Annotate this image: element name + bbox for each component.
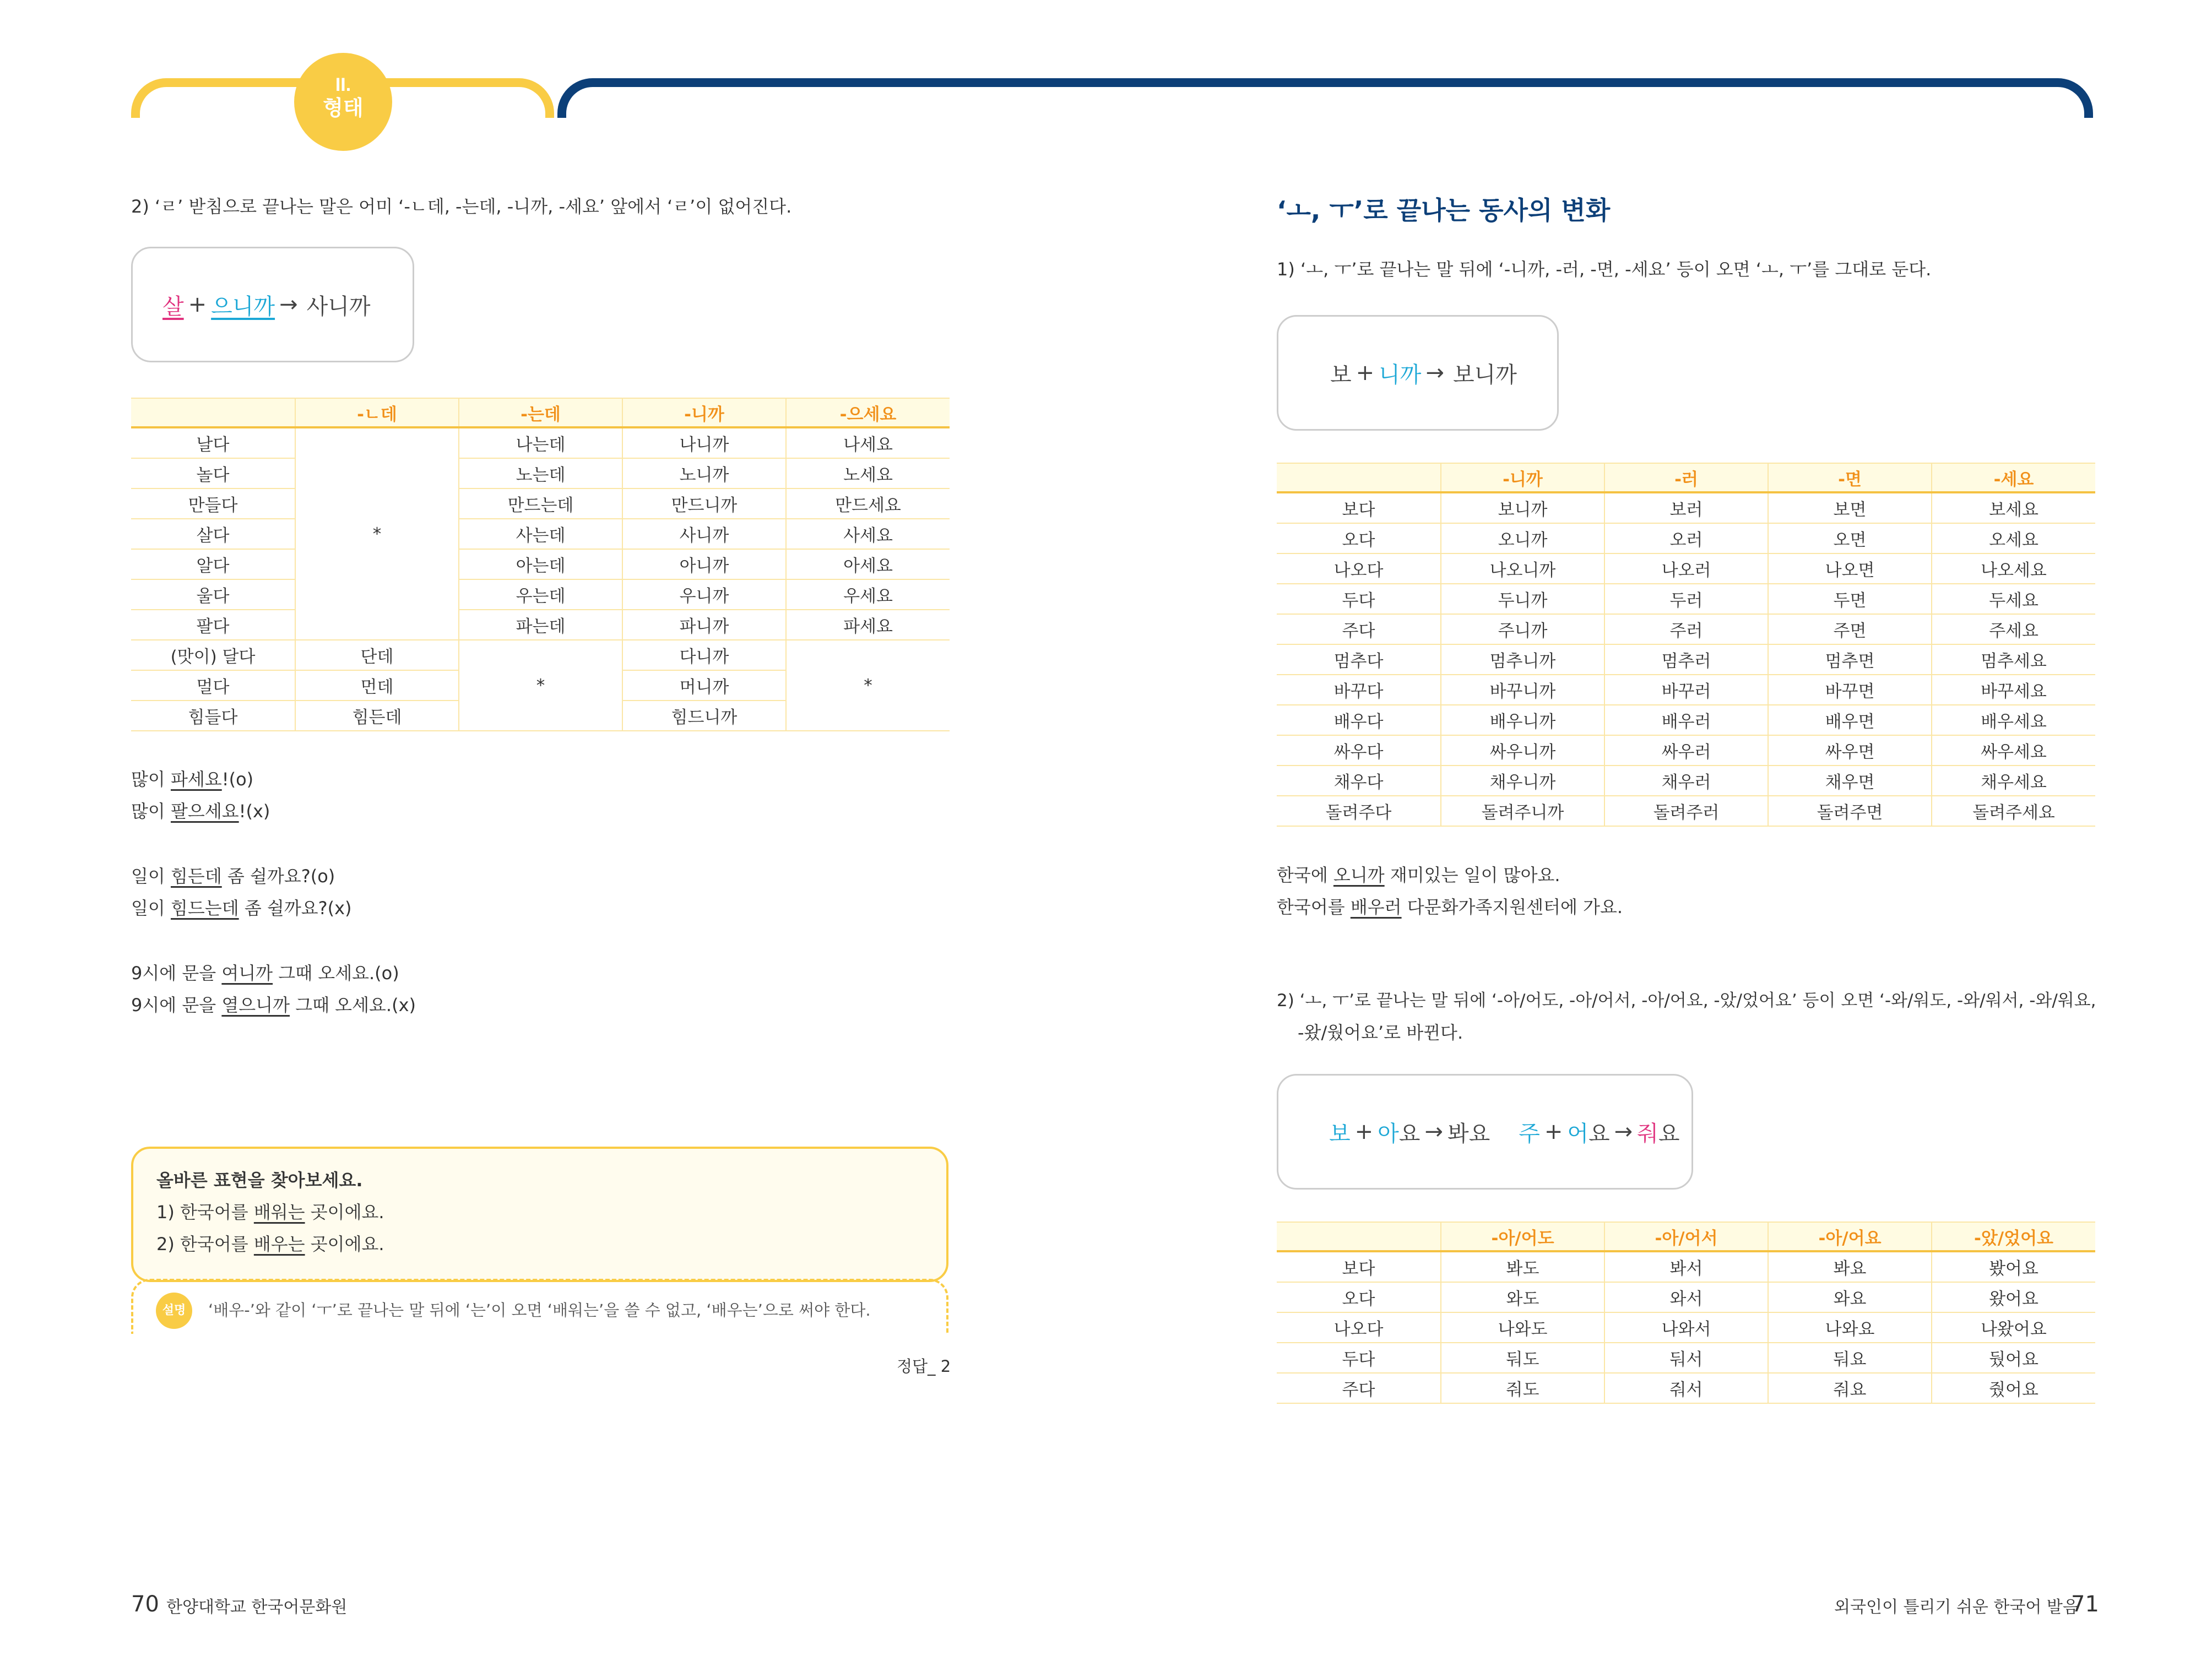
table-header	[1277, 1222, 1441, 1251]
table-header: -아/어서	[1604, 1222, 1768, 1251]
quiz-text: 곳이에요.	[305, 1234, 384, 1255]
table-cell: 배우세요	[1932, 705, 2095, 735]
example-sentence	[1277, 864, 1560, 887]
table-header: -으세요	[786, 398, 950, 427]
table-cell: 노니까	[622, 458, 786, 488]
example-stem: 보	[1329, 1121, 1351, 1147]
example-sentence	[131, 865, 335, 888]
table-cell: 파세요	[786, 610, 950, 640]
table-cell: 나오러	[1604, 553, 1768, 584]
table-row	[1277, 553, 2095, 584]
table-cell: 봤어요	[1932, 1251, 2095, 1282]
table-cell: 배우면	[1768, 705, 1932, 735]
table-row	[131, 579, 950, 610]
example-ending-tail: 요	[1588, 1121, 1610, 1147]
table-cell: 나오세요	[1932, 553, 2095, 584]
quiz-option-1	[156, 1201, 384, 1224]
table-row	[131, 640, 950, 670]
right-rule-1: 1) ‘ㅗ, ㅜ’로 끝나는 말 뒤에 ‘-니까, -러, -면, -세요’ 등이 오면 ‘ㅗ, ㅜ’를 그대로 둔다.	[1277, 259, 1932, 280]
sentence-text: 많이	[131, 801, 171, 822]
sentence-text: 9시에 문을	[131, 995, 222, 1016]
table-row	[1277, 796, 2095, 826]
table-cell: 두러	[1604, 584, 1768, 614]
table-cell: 다니까	[622, 640, 786, 670]
table-header: -는데	[459, 398, 622, 427]
table-cell: 팔다	[131, 610, 295, 640]
sentence-text: 다문화가족지원센터에 가요.	[1401, 897, 1623, 918]
sentence-underlined: 열으니까	[221, 995, 290, 1016]
right-example-box-2	[1277, 1074, 1693, 1190]
table-cell: 와요	[1768, 1282, 1932, 1312]
table-cell: 바꾸세요	[1932, 675, 2095, 705]
right-heading: ‘ㅗ, ㅜ’로 끝나는 동사의 변화	[1277, 196, 1611, 225]
quiz-underlined: 배우는	[253, 1234, 305, 1255]
table-cell: 둬서	[1604, 1343, 1768, 1373]
table-cell: 우는데	[459, 579, 622, 610]
table-cell: 싸우니까	[1441, 735, 1604, 766]
example-ending: 아	[1378, 1121, 1399, 1147]
table-header: -니까	[622, 398, 786, 427]
table-cell: 아는데	[459, 549, 622, 579]
table-cell: 채우니까	[1441, 766, 1604, 796]
table-cell: 나는데	[459, 427, 622, 458]
explanation-badge: 설명	[156, 1293, 192, 1329]
right-page-number: 71	[2071, 1592, 2099, 1617]
table-row	[1277, 523, 2095, 553]
example-sentence	[131, 962, 399, 985]
table-cell: 줘서	[1604, 1373, 1768, 1403]
table-cell: 보니까	[1441, 492, 1604, 523]
quiz-text: 곳이에요.	[305, 1202, 384, 1223]
quiz-text: 1) 한국어를	[156, 1202, 254, 1223]
table-cell: 나오다	[1277, 1312, 1441, 1343]
table-cell: 알다	[131, 549, 295, 579]
table-cell: 보면	[1768, 492, 1932, 523]
sentence-text: 좀 쉴까요?(o)	[221, 866, 335, 887]
table-cell: 주면	[1768, 614, 1932, 644]
table-cell: 파니까	[622, 610, 786, 640]
table-cell: 와서	[1604, 1282, 1768, 1312]
table-row	[1277, 1373, 2095, 1403]
example-result: 봐	[1447, 1121, 1469, 1147]
example-sentence	[1277, 895, 1623, 919]
quiz-answer: 정답_ 2	[897, 1357, 951, 1376]
sentence-underlined: 팔으세요	[171, 801, 239, 822]
table-cell: 나와서	[1604, 1312, 1768, 1343]
table-cell: 주러	[1604, 614, 1768, 644]
left-page-number: 70	[131, 1592, 159, 1617]
example-plus: +	[1354, 1119, 1374, 1144]
table-cell: 돌려주세요	[1932, 796, 2095, 826]
table-cell: 둬요	[1768, 1343, 1932, 1373]
table-cell: 돌려주면	[1768, 796, 1932, 826]
table-row	[131, 488, 950, 519]
example-sentence	[131, 800, 270, 823]
sentence-text: 좀 쉴까요?(x)	[238, 898, 352, 919]
table-header	[131, 398, 295, 427]
table-cell: 싸우세요	[1932, 735, 2095, 766]
table-cell: 왔어요	[1932, 1282, 2095, 1312]
table-header-row	[1277, 463, 2095, 492]
sentence-text: 한국어를	[1277, 897, 1351, 918]
section-badge	[294, 53, 392, 151]
table-cell: 날다	[131, 427, 295, 458]
table-header	[1277, 463, 1441, 492]
example-plus: +	[188, 292, 207, 317]
table-cell: 보러	[1604, 492, 1768, 523]
table-cell: 줬어요	[1932, 1373, 2095, 1403]
right-example-box-1	[1277, 315, 1559, 431]
example-ending: 으니까	[211, 294, 275, 319]
table-cell-na: *	[786, 640, 950, 731]
table-cell: 만들다	[131, 488, 295, 519]
table-header: -니까	[1441, 463, 1604, 492]
table-cell: 힘드니까	[622, 701, 786, 731]
table-cell: 오세요	[1932, 523, 2095, 553]
table-cell-na: *	[459, 640, 622, 731]
table-cell: 나세요	[786, 427, 950, 458]
example-plus: +	[1544, 1119, 1563, 1144]
table-cell: 주다	[1277, 614, 1441, 644]
table-cell: 멈추다	[1277, 644, 1441, 675]
left-conjugation-table	[131, 398, 950, 731]
table-row	[1277, 1343, 2095, 1373]
table-cell: 나왔어요	[1932, 1312, 2095, 1343]
table-header: -러	[1604, 463, 1768, 492]
table-cell: 둬도	[1441, 1343, 1604, 1373]
header-navy-bar	[557, 78, 2093, 118]
table-row	[1277, 1312, 2095, 1343]
table-cell: 단데	[295, 640, 459, 670]
table-cell: 나와도	[1441, 1312, 1604, 1343]
table-cell: 만드는데	[459, 488, 622, 519]
example-result-tail: 요	[1468, 1121, 1490, 1147]
table-header: -면	[1768, 463, 1932, 492]
table-cell: 멈추면	[1768, 644, 1932, 675]
table-cell: 봐서	[1604, 1251, 1768, 1282]
table-cell: 두면	[1768, 584, 1932, 614]
table-cell: 나오니까	[1441, 553, 1604, 584]
sentence-underlined: 오니까	[1333, 865, 1385, 886]
quiz-title: 올바른 표현을 찾아보세요.	[156, 1170, 363, 1191]
example-sentence	[131, 768, 253, 791]
table-header-row	[131, 398, 950, 427]
table-cell: 먼데	[295, 670, 459, 701]
table-cell: 돌려주니까	[1441, 796, 1604, 826]
table-cell: 사는데	[459, 519, 622, 549]
table-cell: 주다	[1277, 1373, 1441, 1403]
table-cell: 노세요	[786, 458, 950, 488]
table-cell: 오러	[1604, 523, 1768, 553]
table-cell: 아니까	[622, 549, 786, 579]
table-cell: 노는데	[459, 458, 622, 488]
table-cell: 바꾸다	[1277, 675, 1441, 705]
table-header-row	[1277, 1222, 2095, 1251]
table-cell: 돌려주러	[1604, 796, 1768, 826]
sentence-text: 그때 오세요.(x)	[290, 995, 416, 1016]
sentence-underlined: 배우러	[1350, 897, 1402, 918]
table-cell: 두세요	[1932, 584, 2095, 614]
table-cell: 우세요	[786, 579, 950, 610]
table-cell: 살다	[131, 519, 295, 549]
table-cell: 배우러	[1604, 705, 1768, 735]
right-conjugation-table-1	[1277, 463, 2095, 827]
sentence-text: 그때 오세요.(o)	[273, 963, 399, 984]
table-cell: 채우다	[1277, 766, 1441, 796]
table-cell: (맛이) 달다	[131, 640, 295, 670]
sentence-underlined: 힘드는데	[171, 898, 239, 919]
table-row	[1277, 735, 2095, 766]
example-arrow: →	[1614, 1119, 1633, 1144]
table-header: -세요	[1932, 463, 2095, 492]
table-cell: 오다	[1277, 523, 1441, 553]
sentence-text: 재미있는 일이 많아요.	[1384, 865, 1560, 886]
table-cell: 만드니까	[622, 488, 786, 519]
table-cell: 주세요	[1932, 614, 2095, 644]
table-header: -아/어도	[1441, 1222, 1604, 1251]
table-cell: 아세요	[786, 549, 950, 579]
table-cell: 주니까	[1441, 614, 1604, 644]
table-cell-na: *	[295, 427, 459, 640]
example-sentence	[131, 994, 416, 1017]
table-cell: 줘도	[1441, 1373, 1604, 1403]
table-cell: 바꾸러	[1604, 675, 1768, 705]
table-row	[1277, 1282, 2095, 1312]
table-cell: 봐요	[1768, 1251, 1932, 1282]
right-footer-text: 외국인이 틀리기 쉬운 한국어 발음	[1834, 1598, 2079, 1617]
table-cell: 사세요	[786, 519, 950, 549]
table-cell: 채우러	[1604, 766, 1768, 796]
sentence-text: 많이	[131, 769, 171, 790]
table-row	[131, 458, 950, 488]
example-ending-tail: 요	[1398, 1121, 1421, 1147]
table-cell: 오면	[1768, 523, 1932, 553]
example-stem: 살	[162, 294, 184, 319]
table-row	[1277, 492, 2095, 523]
example-arrow: →	[1424, 1119, 1443, 1144]
table-cell: 배우니까	[1441, 705, 1604, 735]
table-cell: 나오면	[1768, 553, 1932, 584]
table-row	[131, 519, 950, 549]
quiz-option-2	[156, 1233, 384, 1256]
sentence-text: 일이	[131, 898, 171, 919]
table-cell: 보다	[1277, 492, 1441, 523]
example-result-tail: 요	[1658, 1121, 1680, 1147]
table-header: -아/어요	[1768, 1222, 1932, 1251]
table-cell: 뒀어요	[1932, 1343, 2095, 1373]
example-result: 보니까	[1452, 362, 1517, 388]
example-plus: +	[1356, 360, 1375, 386]
sentence-text: !(o)	[221, 769, 254, 790]
table-cell: 바꾸니까	[1441, 675, 1604, 705]
example-sentence	[131, 897, 352, 920]
table-cell: 봐도	[1441, 1251, 1604, 1282]
table-cell: 오니까	[1441, 523, 1604, 553]
table-header: -ㄴ데	[295, 398, 459, 427]
table-cell: 나니까	[622, 427, 786, 458]
right-conjugation-table-2	[1277, 1222, 2095, 1404]
table-row	[1277, 1251, 2095, 1282]
table-cell: 돌려주다	[1277, 796, 1441, 826]
table-cell: 오다	[1277, 1282, 1441, 1312]
table-cell: 채우면	[1768, 766, 1932, 796]
section-number: II.	[335, 74, 351, 95]
table-row	[1277, 614, 2095, 644]
table-cell: 멀다	[131, 670, 295, 701]
right-rule-2-line-1: 2) ‘ㅗ, ㅜ’로 끝나는 말 뒤에 ‘-아/어도, -아/어서, -아/어요, -았/었어요’ 등이 오면 ‘-와/워도, -와/워서, -와/워요,	[1277, 991, 2096, 1011]
table-cell: 싸우다	[1277, 735, 1441, 766]
left-example-box	[131, 247, 414, 362]
table-cell: 울다	[131, 579, 295, 610]
table-cell: 보다	[1277, 1251, 1441, 1282]
table-row	[1277, 766, 2095, 796]
table-cell: 머니까	[622, 670, 786, 701]
section-title: 형태	[323, 97, 364, 120]
example-arrow: →	[279, 292, 298, 317]
right-rule-2-line-2: -왔/웠어요’로 바뀐다.	[1298, 1022, 1463, 1043]
table-cell: 바꾸면	[1768, 675, 1932, 705]
table-cell: 만드세요	[786, 488, 950, 519]
table-cell: 줘요	[1768, 1373, 1932, 1403]
table-cell: 나오다	[1277, 553, 1441, 584]
table-row	[131, 549, 950, 579]
table-cell: 나와요	[1768, 1312, 1932, 1343]
example-arrow: →	[1425, 360, 1444, 386]
example-result: 줘	[1637, 1121, 1658, 1147]
table-cell: 두다	[1277, 1343, 1441, 1373]
table-row	[1277, 675, 2095, 705]
left-rule-2: 2) ‘ㄹ’ 받침으로 끝나는 말은 어미 ‘-ㄴ데, -는데, -니까, -세요’ 앞에서 ‘ㄹ’이 없어진다.	[131, 196, 792, 217]
table-cell: 싸우러	[1604, 735, 1768, 766]
example-result: 사니까	[306, 294, 371, 319]
example-stem: 주	[1519, 1121, 1540, 1147]
sentence-underlined: 여니까	[221, 963, 273, 984]
table-header: -았/었어요	[1932, 1222, 2095, 1251]
table-cell: 우니까	[622, 579, 786, 610]
table-cell: 놀다	[131, 458, 295, 488]
table-cell: 힘들다	[131, 701, 295, 731]
sentence-text: 한국에	[1277, 865, 1333, 886]
table-cell: 사니까	[622, 519, 786, 549]
table-cell: 와도	[1441, 1282, 1604, 1312]
table-row	[131, 610, 950, 640]
table-cell: 채우세요	[1932, 766, 2095, 796]
table-cell: 파는데	[459, 610, 622, 640]
table-cell: 두니까	[1441, 584, 1604, 614]
table-cell: 싸우면	[1768, 735, 1932, 766]
table-cell: 멈추니까	[1441, 644, 1604, 675]
table-row	[1277, 705, 2095, 735]
example-stem: 보	[1330, 362, 1352, 388]
sentence-text: 9시에 문을	[131, 963, 222, 984]
quiz-underlined: 배워는	[253, 1202, 305, 1223]
example-ending: 어	[1567, 1121, 1589, 1147]
table-cell: 멈추러	[1604, 644, 1768, 675]
sentence-underlined: 힘든데	[171, 866, 222, 887]
table-cell: 두다	[1277, 584, 1441, 614]
sentence-text: !(x)	[238, 801, 270, 822]
table-cell: 힘든데	[295, 701, 459, 731]
table-row	[1277, 584, 2095, 614]
example-ending: 니까	[1379, 362, 1422, 388]
quiz-text: 2) 한국어를	[156, 1234, 254, 1255]
table-cell: 보세요	[1932, 492, 2095, 523]
sentence-underlined: 파세요	[171, 769, 222, 790]
table-row	[131, 427, 950, 458]
left-footer-text: 한양대학교 한국어문화원	[166, 1598, 348, 1617]
table-row	[1277, 644, 2095, 675]
table-cell: 배우다	[1277, 705, 1441, 735]
sentence-text: 일이	[131, 866, 171, 887]
explanation-text: ‘배우-’와 같이 ‘ㅜ’로 끝나는 말 뒤에 ‘는’이 오면 ‘배워는’을 쓸 수 없고, ‘배우는’으로 써야 한다.	[208, 1301, 871, 1320]
table-cell: 멈추세요	[1932, 644, 2095, 675]
